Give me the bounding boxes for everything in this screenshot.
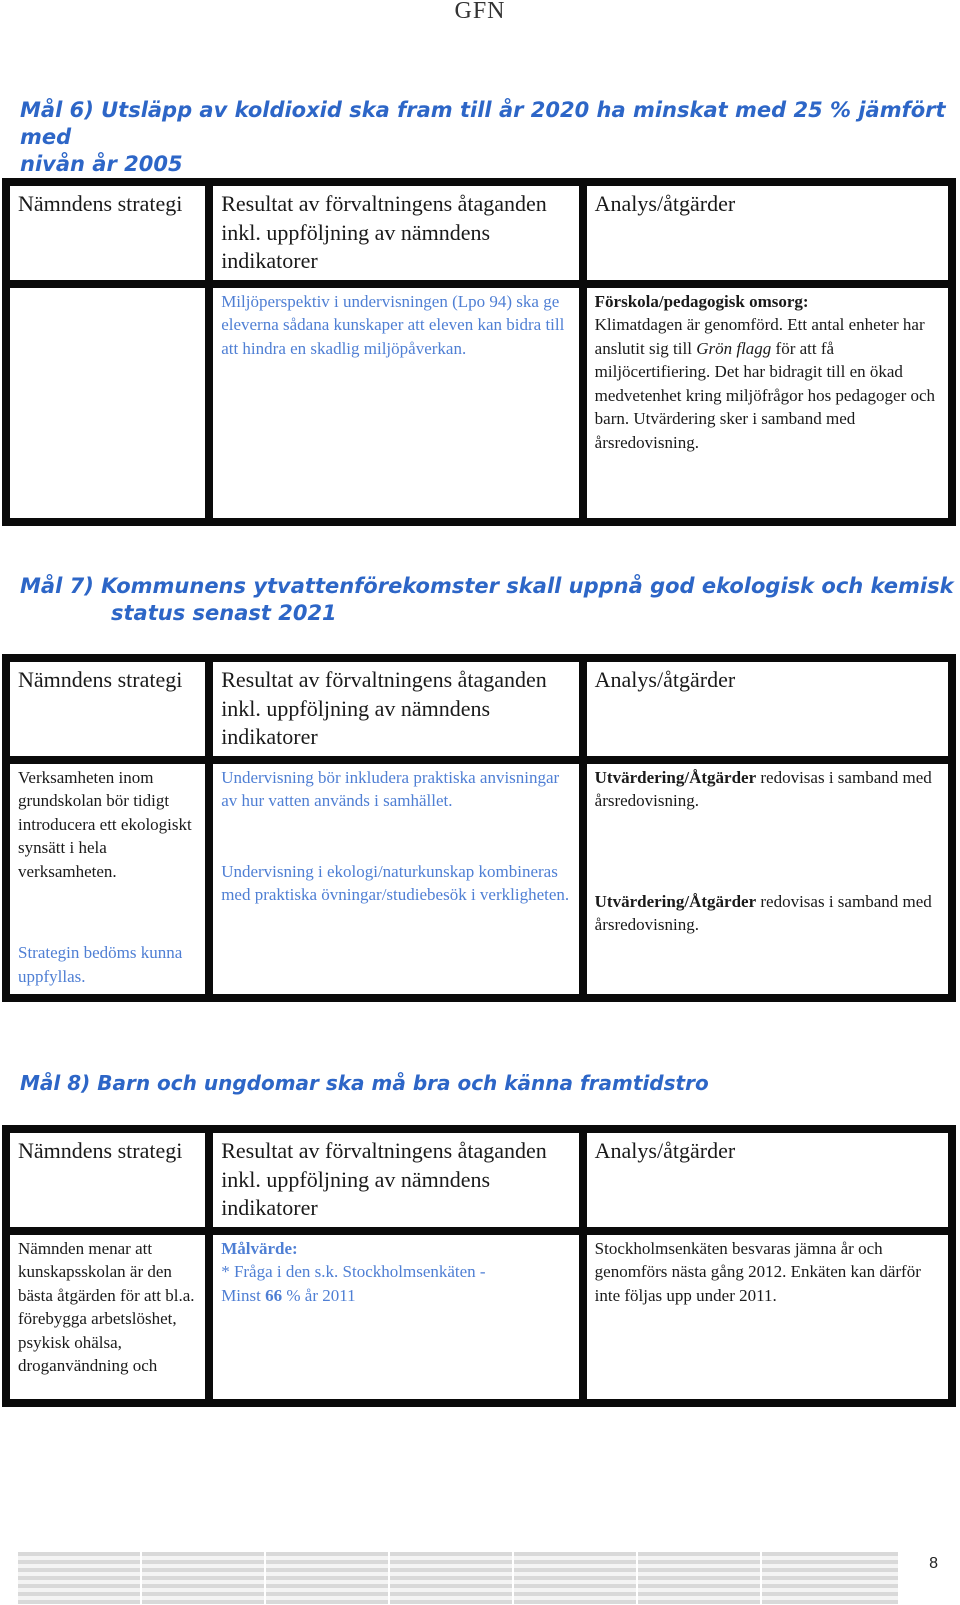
page-number: 8 <box>929 1555 938 1572</box>
target-value-label: Målvärde: <box>221 1238 298 1258</box>
goal-6-line-1: Mål 6) Utsläpp av koldioxid ska fram till år 2020 ha minskat med 25 % jämfört med <box>20 98 946 149</box>
analysis-cell <box>587 764 948 995</box>
strategy-evaluation: Strategin bedöms kunna uppfyllas. <box>18 943 183 986</box>
goal-8-title <box>20 1070 709 1097</box>
goal-7-table <box>2 654 956 1002</box>
header-analysis: Analys/åtgärder <box>587 186 948 280</box>
analysis-italic-term: Grön flagg <box>696 338 772 358</box>
goal-6-line-2: nivån år 2005 <box>20 152 183 176</box>
footer-wave-band <box>18 1552 898 1604</box>
strategy-cell: Nämnden menar att kunskapsskolan är den bästa åtgärden för att bl.a. förebygga arbetslöshet, psykisk ohälsa, droganvändning och <box>10 1235 205 1400</box>
goal-8-table <box>2 1125 956 1407</box>
analysis-text-b: för att få miljöcertifiering. Det har bidragit till en ökad medvetenhet kring miljöfrågor hos pedagoger och barn. Utvärdering sker i samband med årsredovisning. <box>594 338 936 452</box>
analysis-cell: Stockholmsenkäten besvaras jämna år och genomförs nästa gång 2012. Enkäten kan därför inte följas upp under 2011. <box>587 1235 948 1400</box>
result-text-2: Undervisning i ekologi/naturkunskap kombineras med praktiska övningar/studiebesök i verkligheten. <box>221 861 570 904</box>
target-value-min: Minst 66 % år 2011 <box>221 1285 356 1305</box>
header-result: Resultat av förvaltningens åtaganden inkl. uppföljning av nämndens indikatorer <box>213 186 578 280</box>
header-result: Resultat av förvaltningens åtaganden inkl. uppföljning av nämndens indikatorer <box>213 662 578 756</box>
result-cell: Miljöperspektiv i undervisningen (Lpo 94) ska ge eleverna sådana kunskaper att eleven kan bidra till att hindra en skadlig miljöpåverkan. <box>213 288 578 519</box>
strategy-cell <box>10 764 205 995</box>
analysis-text-a: Klimatdagen är genomförd. Ett antal enheter har anslutit sig till <box>594 315 925 358</box>
analysis-text-1: Utvärdering/Åtgärder redovisas i samband med årsredovisning. <box>594 767 932 810</box>
header-mark: GFN <box>454 0 506 24</box>
header-analysis: Analys/åtgärder <box>587 662 948 756</box>
strategy-cell <box>10 288 205 519</box>
header-result: Resultat av förvaltningens åtaganden inkl. uppföljning av nämndens indikatorer <box>213 1133 578 1227</box>
header-analysis: Analys/åtgärder <box>587 1133 948 1227</box>
result-cell <box>213 764 578 995</box>
result-text-1: Undervisning bör inkludera praktiska anvisningar av hur vatten används i samhället. <box>221 767 560 810</box>
header-strategy: Nämndens strategi <box>10 1133 205 1227</box>
strategy-text: Verksamheten inom grundskolan bör tidigt introducera ett ekologiskt synsätt i hela verksamheten. <box>18 767 192 881</box>
goal-7-line-2: status senast 2021 <box>111 601 337 625</box>
goal-6-table <box>2 178 956 526</box>
header-strategy: Nämndens strategi <box>10 662 205 756</box>
target-value-question: * Fråga i den s.k. Stockholmsenkäten - <box>221 1262 486 1281</box>
analysis-heading: Förskola/pedagogisk omsorg: <box>594 291 809 311</box>
goal-6-title <box>20 97 960 178</box>
analysis-text-2: Utvärdering/Åtgärder redovisas i samband med årsredovisning. <box>594 891 932 934</box>
analysis-cell <box>587 288 948 519</box>
result-cell <box>213 1235 578 1400</box>
header-strategy: Nämndens strategi <box>10 186 205 280</box>
goal-8-line-1: Mål 8) Barn och ungdomar ska må bra och känna framtidstro <box>20 1071 709 1095</box>
goal-7-title <box>20 573 954 627</box>
goal-7-line-1: Mål 7) Kommunens ytvattenförekomster skall uppnå god ekologisk och kemisk <box>20 574 954 598</box>
